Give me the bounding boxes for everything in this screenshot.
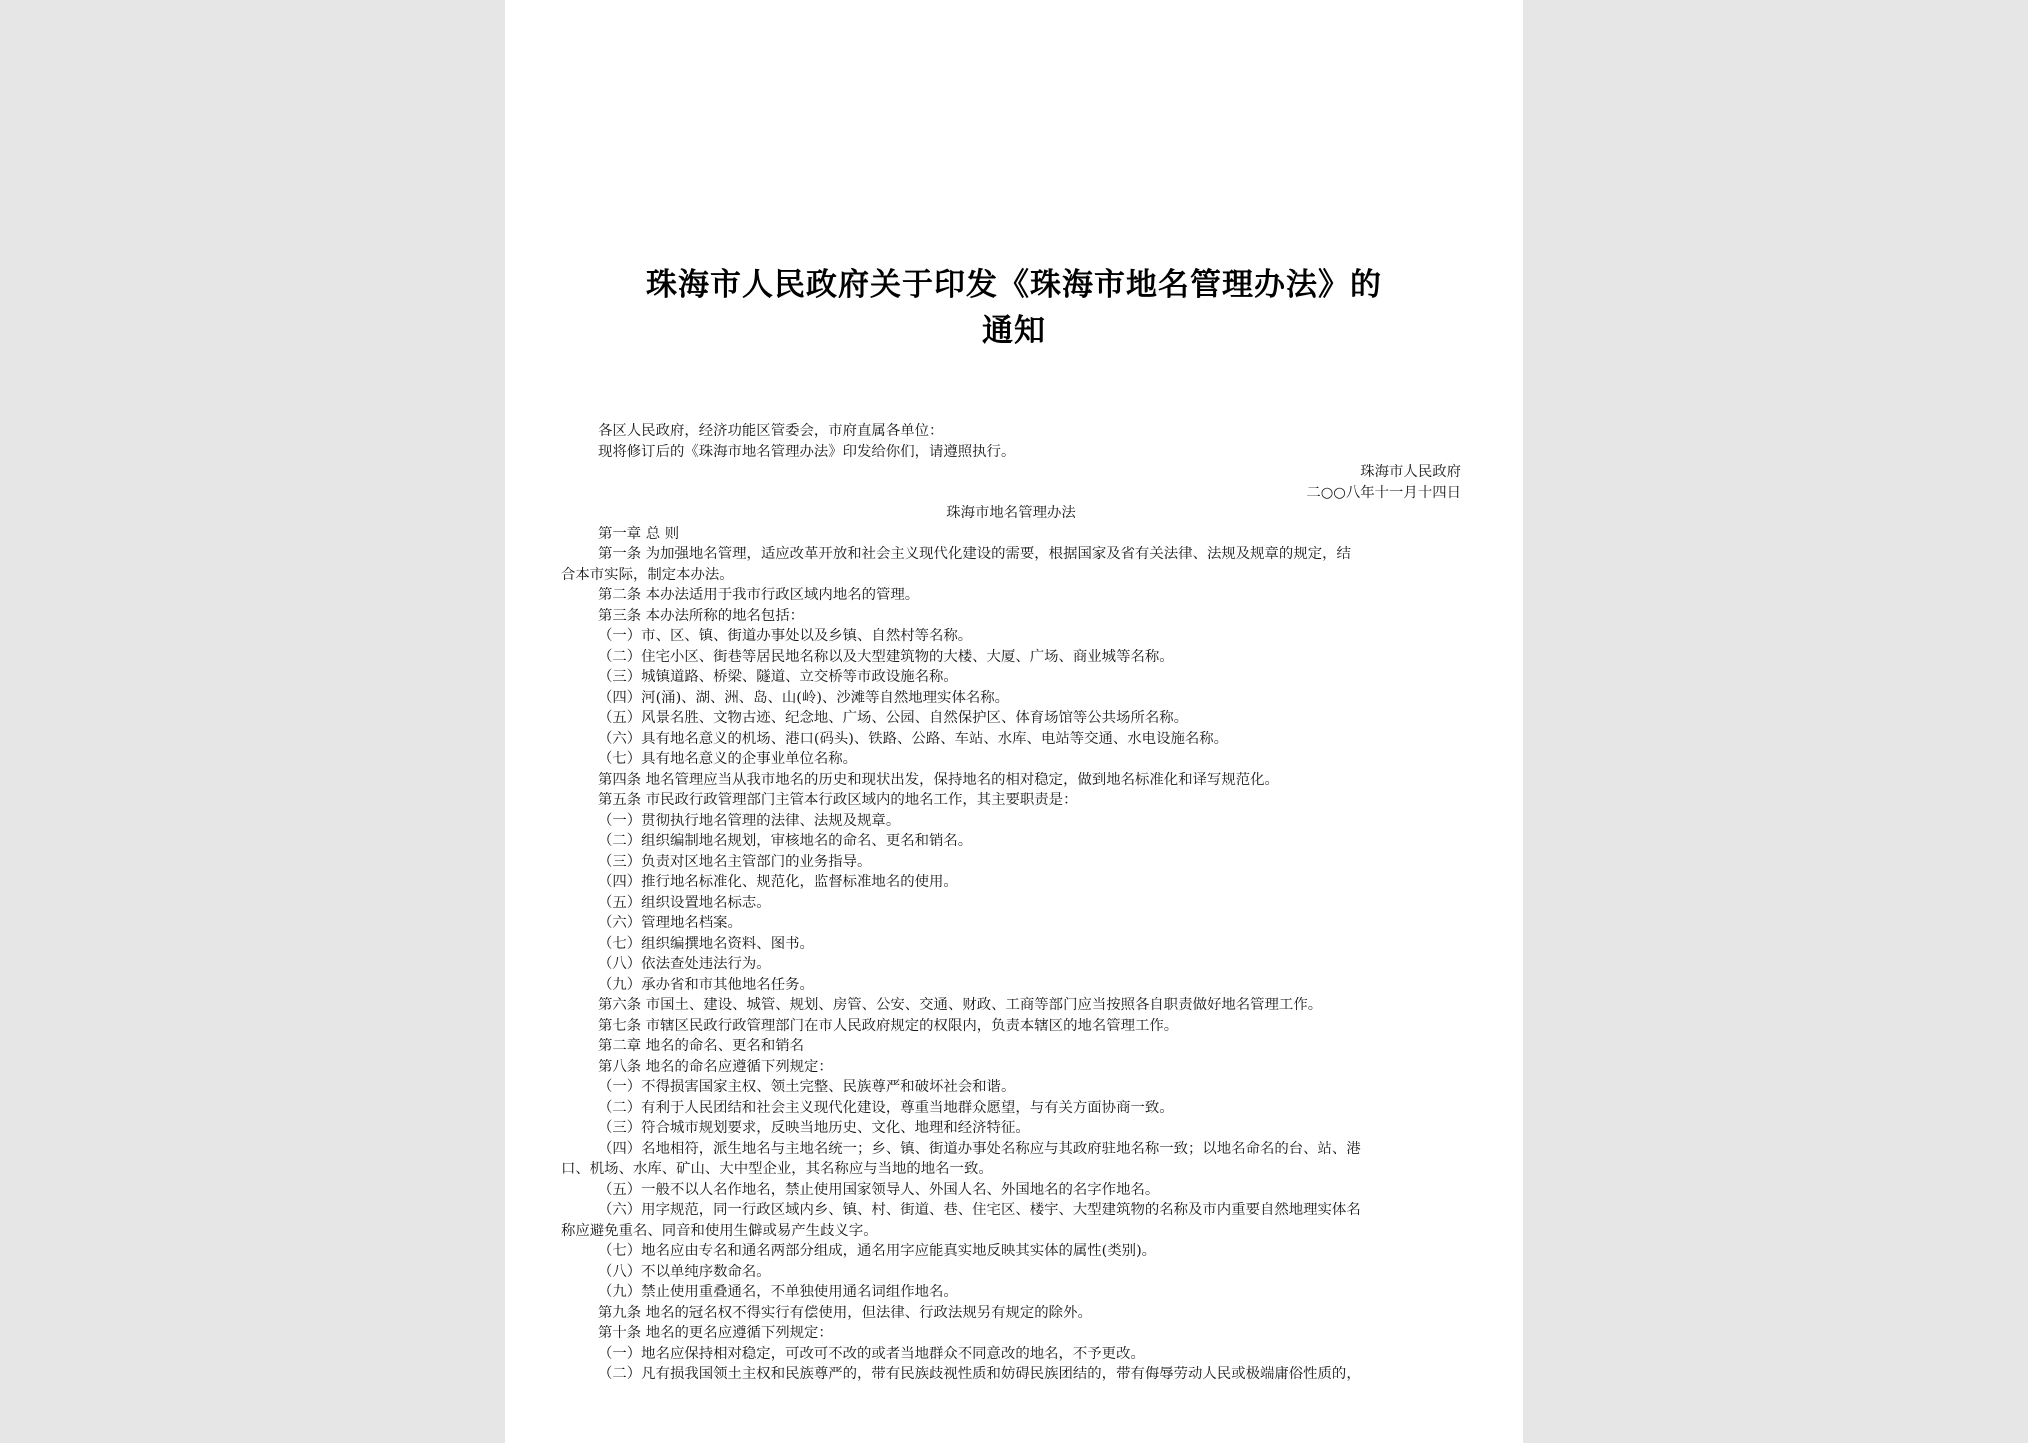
list-item: （一）市、区、镇、街道办事处以及乡镇、自然村等名称。	[598, 628, 973, 644]
list-item: （九）承办省和市其他地名任务。	[598, 976, 814, 993]
document-page	[505, 0, 1523, 1443]
list-item: （九）禁止使用重叠通名，不单独使用通名词组作地名。	[598, 1284, 958, 1300]
list-item: （三）城镇道路、桥梁、隧道、立交桥等市政设施名称。	[598, 669, 958, 685]
document-title	[505, 262, 1523, 354]
list-item: （一）贯彻执行地名管理的法律、法规及规章。	[598, 812, 901, 829]
issue-date: 二○○八年十一月十四日	[1306, 484, 1461, 501]
list-item: （六）管理地名档案。	[598, 915, 742, 931]
list-item: （一）不得损害国家主权、领土完整、民族尊严和破坏社会和谐。	[598, 1079, 1016, 1095]
article-7: 第七条 市辖区民政行政管理部门在市人民政府规定的权限内，负责本辖区的地名管理工作。	[598, 1017, 1179, 1034]
issuer: 珠海市人民政府	[1360, 464, 1461, 480]
chapter-heading: 第一章 总 则	[598, 525, 680, 542]
list-item: （四）河(涌)、湖、洲、岛、山(岭)、沙滩等自然地理实体名称。	[598, 689, 1010, 706]
article-8: 第八条 地名的命名应遵循下列规定：	[598, 1058, 833, 1075]
list-item: （五）风景名胜、文物古迹、纪念地、广场、公园、自然保护区、体育场馆等公共场所名称。	[598, 710, 1189, 726]
article-1-line-2: 合本市实际，制定本办法。	[561, 566, 734, 583]
list-item-continuation: 称应避免重名、同音和使用生僻或易产生歧义字。	[561, 1222, 878, 1239]
list-item: （八）不以单纯序数命名。	[598, 1263, 771, 1280]
list-item: （七）地名应由专名和通名两部分组成，通名用字应能真实地反映其实体的属性(类别)。	[598, 1243, 1157, 1259]
article-3: 第三条 本办法所称的地名包括：	[598, 607, 805, 624]
list-item: （八）依法查处违法行为。	[598, 956, 771, 972]
list-item: （五）组织设置地名标志。	[598, 894, 771, 911]
list-item: （六）用字规范，同一行政区域内乡、镇、村、街道、巷、住宅区、楼宇、大型建筑物的名称及市内重要自然地理实体名	[598, 1202, 1361, 1218]
title-line-1: 珠海市人民政府关于印发《珠海市地名管理办法》的	[646, 267, 1382, 303]
title-line-2: 通知	[982, 313, 1046, 349]
list-item: （七）具有地名意义的企事业单位名称。	[598, 751, 858, 767]
subtitle: 珠海市地名管理办法	[946, 505, 1076, 521]
list-item: （三）符合城市规划要求，反映当地历史、文化、地理和经济特征。	[598, 1120, 1030, 1136]
document-body	[561, 421, 1461, 1385]
list-item: （五）一般不以人名作地名，禁止使用国家领导人、外国人名、外国地名的名字作地名。	[598, 1181, 1160, 1198]
list-item: （二）凡有损我国领土主权和民族尊严的，带有民族歧视性质和妨碍民族团结的，带有侮辱劳动人民或极端庸俗性质的，	[598, 1366, 1361, 1382]
list-item: （一）地名应保持相对稳定，可改可不改的或者当地群众不同意改的地名，不予更改。	[598, 1345, 1145, 1362]
intro-paragraph: 现将修订后的《珠海市地名管理办法》印发给你们，请遵照执行。	[598, 443, 1016, 460]
list-item: （二）有利于人民团结和社会主义现代化建设，尊重当地群众愿望，与有关方面协商一致。	[598, 1099, 1174, 1116]
salutation: 各区人民政府，经济功能区管委会，市府直属各单位：	[598, 423, 944, 439]
article-1-line-1: 第一条 为加强地名管理，适应改革开放和社会主义现代化建设的需要，根据国家及省有关法律、法规及规章的规定，结	[598, 546, 1351, 562]
article-5: 第五条 市民政行政管理部门主管本行政区域内的地名工作，其主要职责是：	[598, 792, 1078, 808]
article-2: 第二条 本办法适用于我市行政区域内地名的管理。	[598, 587, 920, 603]
article-4: 第四条 地名管理应当从我市地名的历史和现状出发，保持地名的相对稳定，做到地名标准化和译写规范化。	[598, 771, 1279, 788]
article-9: 第九条 地名的冠名权不得实行有偿使用，但法律、行政法规另有规定的除外。	[598, 1304, 1092, 1321]
list-item: （六）具有地名意义的机场、港口(码头)、铁路、公路、车站、水库、电站等交通、水电设施名称。	[598, 730, 1229, 747]
article-10: 第十条 地名的更名应遵循下列规定：	[598, 1325, 833, 1341]
list-item: （七）组织编撰地名资料、图书。	[598, 935, 814, 952]
article-6: 第六条 市国土、建设、城管、规划、房管、公安、交通、财政、工商等部门应当按照各自职责做好地名管理工作。	[598, 997, 1323, 1013]
list-item: （三）负责对区地名主管部门的业务指导。	[598, 853, 872, 870]
chapter-heading: 第二章 地名的命名、更名和销名	[598, 1038, 805, 1054]
list-item-continuation: 口、机场、水库、矿山、大中型企业，其名称应与当地的地名一致。	[561, 1161, 993, 1177]
list-item: （二）住宅小区、街巷等居民地名称以及大型建筑物的大楼、大厦、广场、商业城等名称。	[598, 648, 1174, 665]
list-item: （二）组织编制地名规划，审核地名的命名、更名和销名。	[598, 833, 973, 849]
list-item: （四）名地相符，派生地名与主地名统一；乡、镇、街道办事处名称应与其政府驻地名称一致；以地名命名的台、站、港	[598, 1140, 1361, 1157]
list-item: （四）推行地名标准化、规范化，监督标准地名的使用。	[598, 874, 958, 890]
